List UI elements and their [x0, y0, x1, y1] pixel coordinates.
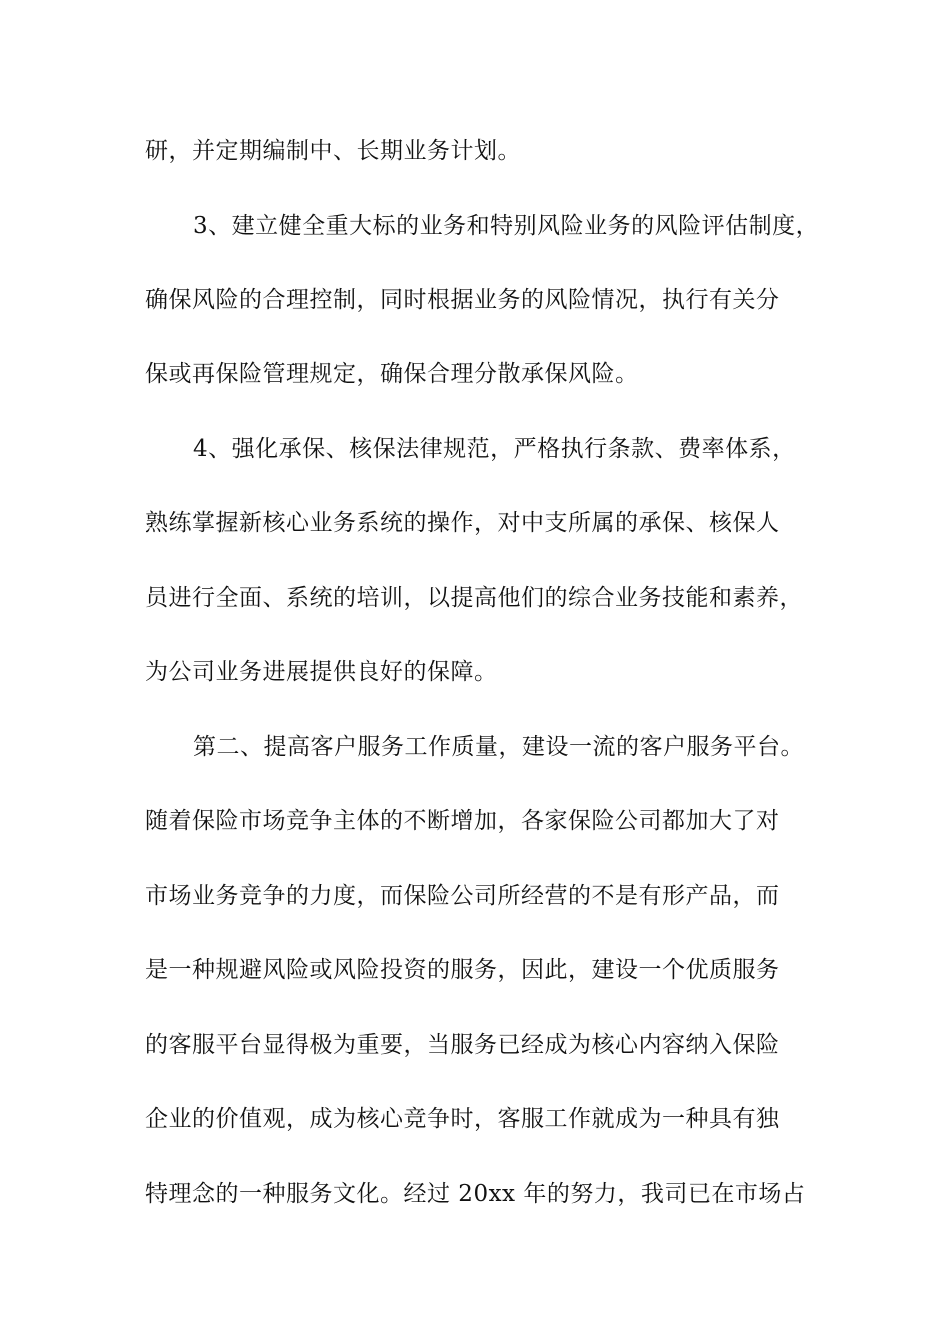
- text-line-4: 保或再保险管理规定，确保合理分散承保风险。: [145, 361, 639, 387]
- text-line-13: 的客服平台显得极为重要，当服务已经成为核心内容纳入保险: [145, 1032, 780, 1058]
- text-line-14: 企业的价值观，成为核心竞争时，客服工作就成为一种具有独: [145, 1106, 780, 1132]
- text-line-8: 为公司业务进展提供良好的保障。: [145, 659, 498, 685]
- text-line-12: 是一种规避风险或风险投资的服务，因此，建设一个优质服务: [145, 957, 780, 983]
- text-line-9: 第二、提高客户服务工作质量，建设一流的客户服务平台。: [193, 734, 804, 760]
- text-line-2: 3、建立健全重大标的业务和特别风险业务的风险评估制度，: [193, 213, 820, 239]
- text-line-11: 市场业务竞争的力度，而保险公司所经营的不是有形产品，而: [145, 883, 780, 909]
- text-line-1: 研，并定期编制中、长期业务计划。: [145, 138, 521, 164]
- text-line-10: 随着保险市场竞争主体的不断增加，各家保险公司都加大了对: [145, 808, 780, 834]
- text-line-7: 员进行全面、系统的培训，以提高他们的综合业务技能和素养，: [145, 585, 803, 611]
- text-line-6: 熟练掌握新核心业务系统的操作，对中支所属的承保、核保人: [145, 510, 780, 536]
- text-line-5: 4、强化承保、核保法律规范，严格执行条款、费率体系，: [193, 436, 796, 462]
- text-line-3: 确保风险的合理控制，同时根据业务的风险情况，执行有关分: [145, 287, 780, 313]
- text-line-15: 特理念的一种服务文化。经过 20xx 年的努力，我司已在市场占: [145, 1181, 806, 1207]
